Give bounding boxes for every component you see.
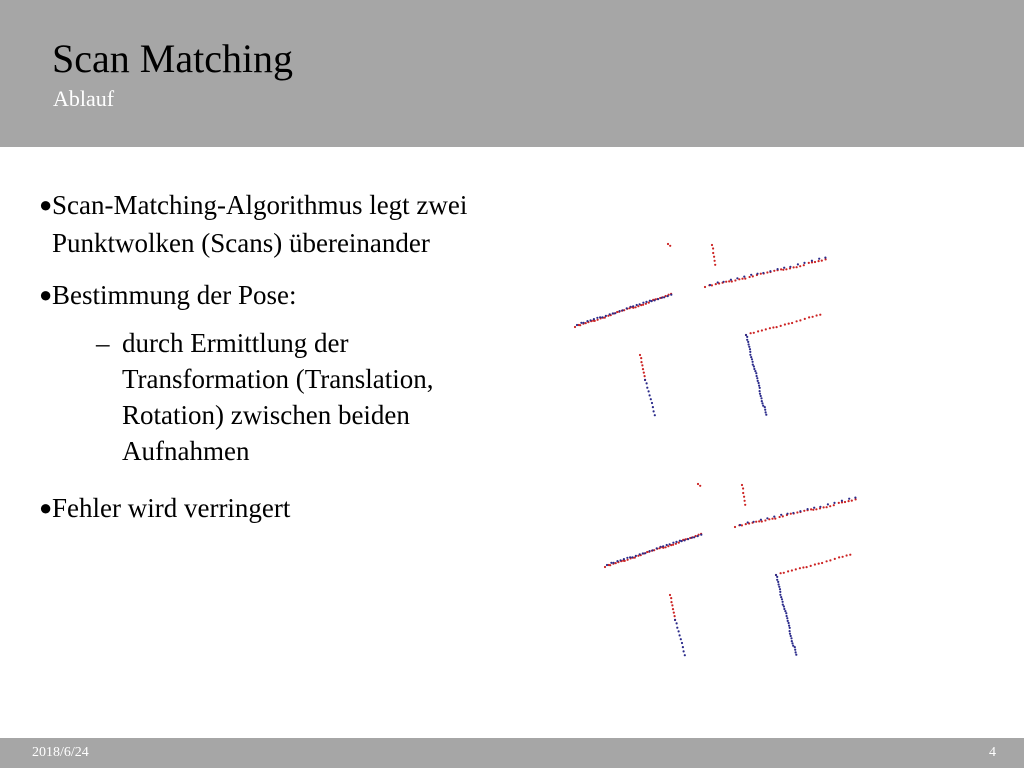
scan-top-corner-down (745, 334, 768, 416)
scan-bottom-wall-right-a (734, 498, 857, 528)
bullet-icon: ● (39, 192, 53, 217)
footer-date: 2018/6/24 (32, 745, 89, 760)
bullet-text: Scan-Matching-Algorithmus legt zwei Punktwolken (Scans) übereinander (52, 190, 468, 258)
scan-bottom-mark-a (741, 484, 746, 506)
scan-bottom-mark-b (669, 594, 676, 621)
slide-title: Scan Matching (52, 36, 294, 81)
sub-bullet-text: durch Ermittlung der Transformation (Translation, Rotation) zwischen beiden Aufnahmen (122, 328, 434, 466)
scan-top-corner-top (745, 314, 822, 337)
slide-footer (0, 738, 1024, 768)
scan-top-mark-c (644, 379, 656, 416)
bullet-item (38, 186, 508, 262)
dash-icon: – (96, 328, 110, 358)
scan-bottom-mark-c (674, 619, 686, 656)
sub-bullet-item (38, 325, 452, 469)
slide-header (0, 0, 1024, 147)
scan-top-mark-a (711, 244, 716, 266)
page-number: 4 (989, 745, 996, 760)
scan-top-wall-right-a (704, 258, 827, 288)
bullet-item (38, 489, 508, 527)
slide-subtitle: Ablauf (53, 86, 115, 111)
bullet-icon: ● (39, 495, 53, 520)
bullet-icon: ● (39, 282, 53, 307)
scan-top-mark-b (639, 354, 646, 381)
scan-bottom-corner-top (775, 554, 852, 577)
scan-bottom-corner-down (775, 574, 798, 656)
bullet-text: Bestimmung der Pose: (52, 280, 297, 310)
scan-bottom-mark-d (697, 483, 701, 487)
bullet-list (38, 186, 508, 538)
point-cloud-figure (560, 230, 860, 660)
bullet-text: Fehler wird verringert (52, 493, 291, 523)
bullet-item (38, 276, 508, 314)
scan-top-mark-d (667, 243, 671, 247)
